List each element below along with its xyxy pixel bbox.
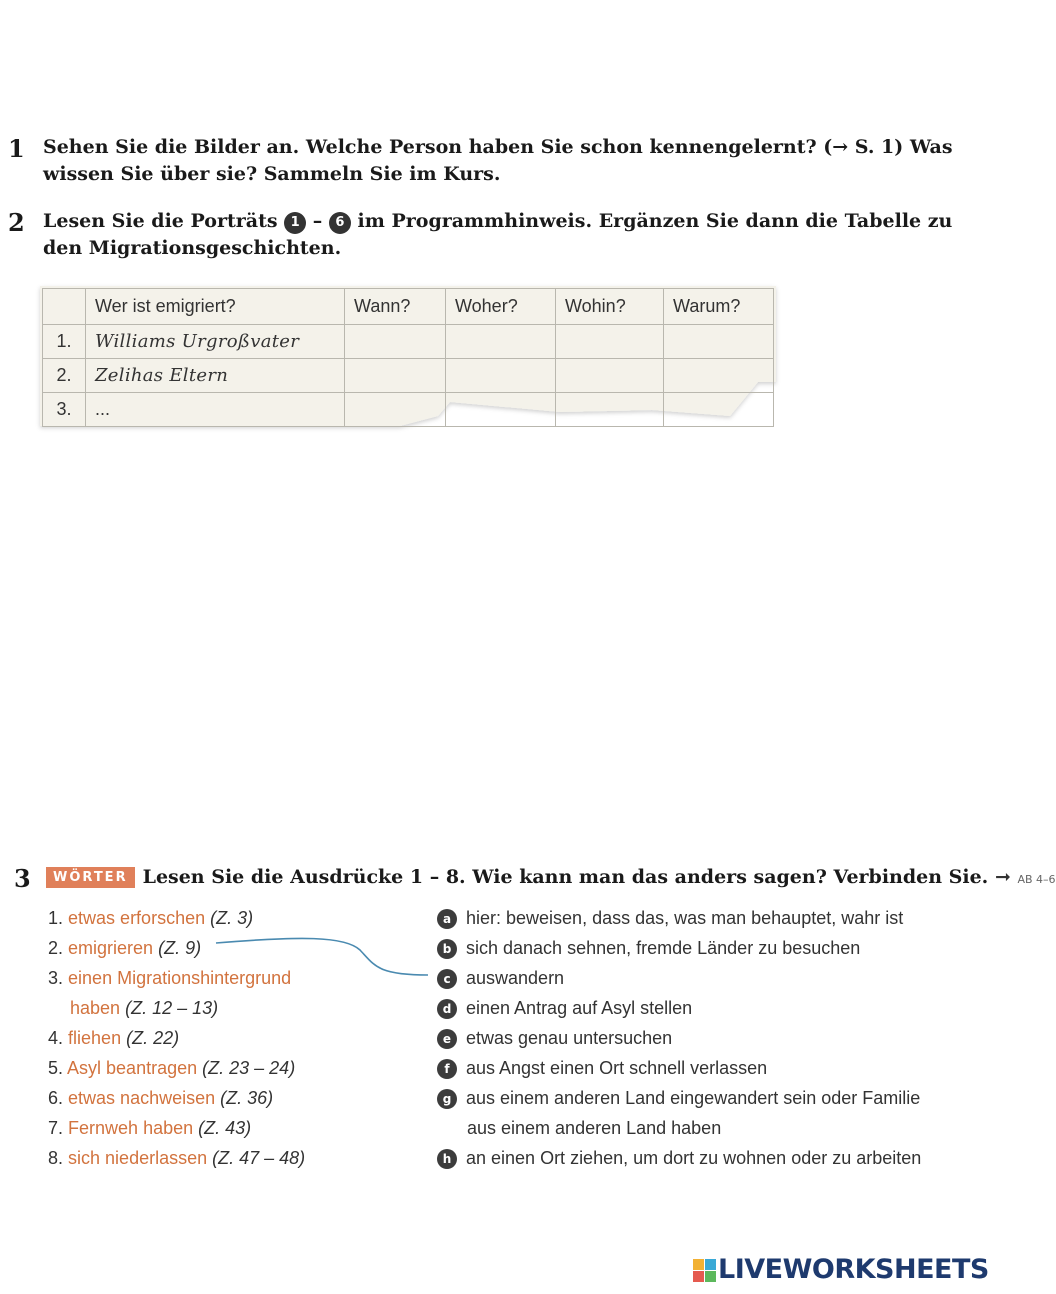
list-item-continuation bbox=[437, 1113, 921, 1143]
list-item[interactable] bbox=[437, 933, 921, 963]
header-cell: Wer ist emigriert? bbox=[86, 289, 345, 325]
arrow-right-icon: ➞ bbox=[994, 866, 1011, 888]
expression: fliehen bbox=[68, 1028, 122, 1048]
migration-table bbox=[40, 286, 778, 432]
logo-mark-icon bbox=[693, 1259, 715, 1281]
portrait-number-badge: 1 bbox=[284, 212, 306, 234]
header-cell: Wohin? bbox=[556, 289, 664, 325]
portrait-number-badge: 6 bbox=[329, 212, 351, 234]
task-number: 3 bbox=[14, 864, 31, 893]
item-number: 8. bbox=[48, 1148, 64, 1168]
row-number: 2. bbox=[43, 359, 86, 393]
header-cell: Wann? bbox=[345, 289, 446, 325]
letter-badge: b bbox=[437, 939, 457, 959]
task-number: 1 bbox=[8, 134, 25, 163]
definition: auswandern bbox=[466, 968, 565, 988]
why-input[interactable] bbox=[664, 393, 774, 427]
item-number: 6. bbox=[48, 1088, 64, 1108]
list-item[interactable] bbox=[437, 993, 921, 1023]
to-input[interactable] bbox=[556, 359, 664, 393]
when-input[interactable] bbox=[345, 359, 446, 393]
workbook-reference: AB 4–6 bbox=[1017, 873, 1056, 886]
definition: aus einem anderen Land eingewandert sein oder Familie bbox=[466, 1088, 921, 1108]
header-cell: Woher? bbox=[446, 289, 556, 325]
woerter-tag: WÖRTER bbox=[46, 867, 135, 888]
line-reference: (Z. 22) bbox=[126, 1028, 180, 1048]
instruction-part: im Programmhinweis. Ergänzen Sie dann die Tabelle zu den Migrationsgeschichten. bbox=[43, 210, 953, 259]
definition: einen Antrag auf Asyl stellen bbox=[466, 998, 693, 1018]
list-item[interactable] bbox=[48, 1143, 305, 1173]
list-item-continuation bbox=[48, 993, 305, 1023]
expression: emigrieren bbox=[68, 938, 154, 958]
why-input[interactable] bbox=[664, 359, 774, 393]
who-cell: Williams Urgroßvater bbox=[86, 325, 345, 359]
expression: sich niederlassen bbox=[68, 1148, 208, 1168]
definition: aus einem anderen Land haben bbox=[467, 1118, 722, 1138]
task-3 bbox=[0, 864, 1056, 894]
liveworksheets-logo[interactable] bbox=[693, 1254, 989, 1285]
item-number: 4. bbox=[48, 1028, 64, 1048]
line-reference: (Z. 43) bbox=[198, 1118, 252, 1138]
line-reference: (Z. 9) bbox=[158, 938, 202, 958]
to-input[interactable] bbox=[556, 393, 664, 427]
list-item[interactable] bbox=[437, 963, 921, 993]
why-input[interactable] bbox=[664, 325, 774, 359]
logo-text: LIVEWORKSHEETS bbox=[718, 1254, 989, 1285]
list-item[interactable] bbox=[437, 903, 921, 933]
list-item[interactable] bbox=[48, 1083, 305, 1113]
item-number: 1. bbox=[48, 908, 64, 928]
dash: – bbox=[312, 210, 323, 232]
line-reference: (Z. 3) bbox=[210, 908, 254, 928]
table-row bbox=[43, 325, 774, 359]
who-cell: ... bbox=[86, 393, 345, 427]
definition: aus Angst einen Ort schnell verlassen bbox=[466, 1058, 768, 1078]
instruction-part: Lesen Sie die Porträts bbox=[43, 210, 278, 232]
item-number: 3. bbox=[48, 968, 64, 988]
list-item[interactable] bbox=[48, 1053, 305, 1083]
list-item[interactable] bbox=[437, 1083, 921, 1113]
expression: Fernweh haben bbox=[68, 1118, 194, 1138]
task-number: 2 bbox=[8, 208, 25, 237]
list-item[interactable] bbox=[437, 1023, 921, 1053]
expression: etwas nachweisen bbox=[68, 1088, 216, 1108]
line-reference: (Z. 12 – 13) bbox=[125, 998, 219, 1018]
letter-badge: h bbox=[437, 1149, 457, 1169]
definition: hier: beweisen, dass das, was man behauptet, wahr ist bbox=[466, 908, 904, 928]
list-item[interactable] bbox=[437, 1053, 921, 1083]
letter-badge: d bbox=[437, 999, 457, 1019]
task-2 bbox=[0, 208, 1000, 264]
definition: sich danach sehnen, fremde Länder zu besuchen bbox=[466, 938, 861, 958]
expression: Asyl beantragen bbox=[67, 1058, 198, 1078]
item-number: 7. bbox=[48, 1118, 64, 1138]
line-reference: (Z. 23 – 24) bbox=[202, 1058, 296, 1078]
definition: etwas genau untersuchen bbox=[466, 1028, 673, 1048]
header-cell: Warum? bbox=[664, 289, 774, 325]
item-number: 5. bbox=[48, 1058, 64, 1078]
letter-badge: e bbox=[437, 1029, 457, 1049]
when-input[interactable] bbox=[345, 393, 446, 427]
line-reference: (Z. 47 – 48) bbox=[212, 1148, 306, 1168]
letter-badge: c bbox=[437, 969, 457, 989]
list-item[interactable] bbox=[437, 1143, 921, 1173]
letter-badge: g bbox=[437, 1089, 457, 1109]
table-row bbox=[43, 393, 774, 427]
expression: einen Migrationshintergrund bbox=[68, 968, 292, 988]
expressions-list bbox=[48, 903, 305, 1173]
task-instruction bbox=[46, 864, 1056, 893]
list-item[interactable] bbox=[48, 903, 305, 933]
to-input[interactable] bbox=[556, 325, 664, 359]
from-input[interactable] bbox=[446, 325, 556, 359]
when-input[interactable] bbox=[345, 325, 446, 359]
letter-badge: f bbox=[437, 1059, 457, 1079]
instruction-part: Lesen Sie die Ausdrücke 1 – 8. Wie kann man das anders sagen? Verbinden Sie. bbox=[142, 866, 989, 888]
task-1 bbox=[0, 134, 1000, 190]
list-item[interactable] bbox=[48, 1023, 305, 1053]
line-reference: (Z. 36) bbox=[220, 1088, 274, 1108]
header-cell bbox=[43, 289, 86, 325]
task-instruction: Sehen Sie die Bilder an. Welche Person haben Sie schon kennengelernt? (→ S. 1) Was wissen Sie über sie? Sammeln Sie im Kurs. bbox=[43, 136, 953, 185]
definitions-list bbox=[437, 903, 921, 1173]
expression: haben bbox=[70, 998, 121, 1018]
list-item[interactable] bbox=[48, 933, 305, 963]
task-instruction bbox=[43, 208, 993, 262]
definition: an einen Ort ziehen, um dort zu wohnen oder zu arbeiten bbox=[466, 1148, 922, 1168]
table-grid bbox=[42, 288, 774, 427]
table-row bbox=[43, 359, 774, 393]
letter-badge: a bbox=[437, 909, 457, 929]
table-header-row bbox=[43, 289, 774, 325]
from-input[interactable] bbox=[446, 359, 556, 393]
list-item[interactable] bbox=[48, 963, 305, 993]
expression: etwas erforschen bbox=[68, 908, 206, 928]
from-input[interactable] bbox=[446, 393, 556, 427]
row-number: 1. bbox=[43, 325, 86, 359]
row-number: 3. bbox=[43, 393, 86, 427]
who-cell: Zelihas Eltern bbox=[86, 359, 345, 393]
list-item[interactable] bbox=[48, 1113, 305, 1143]
item-number: 2. bbox=[48, 938, 64, 958]
